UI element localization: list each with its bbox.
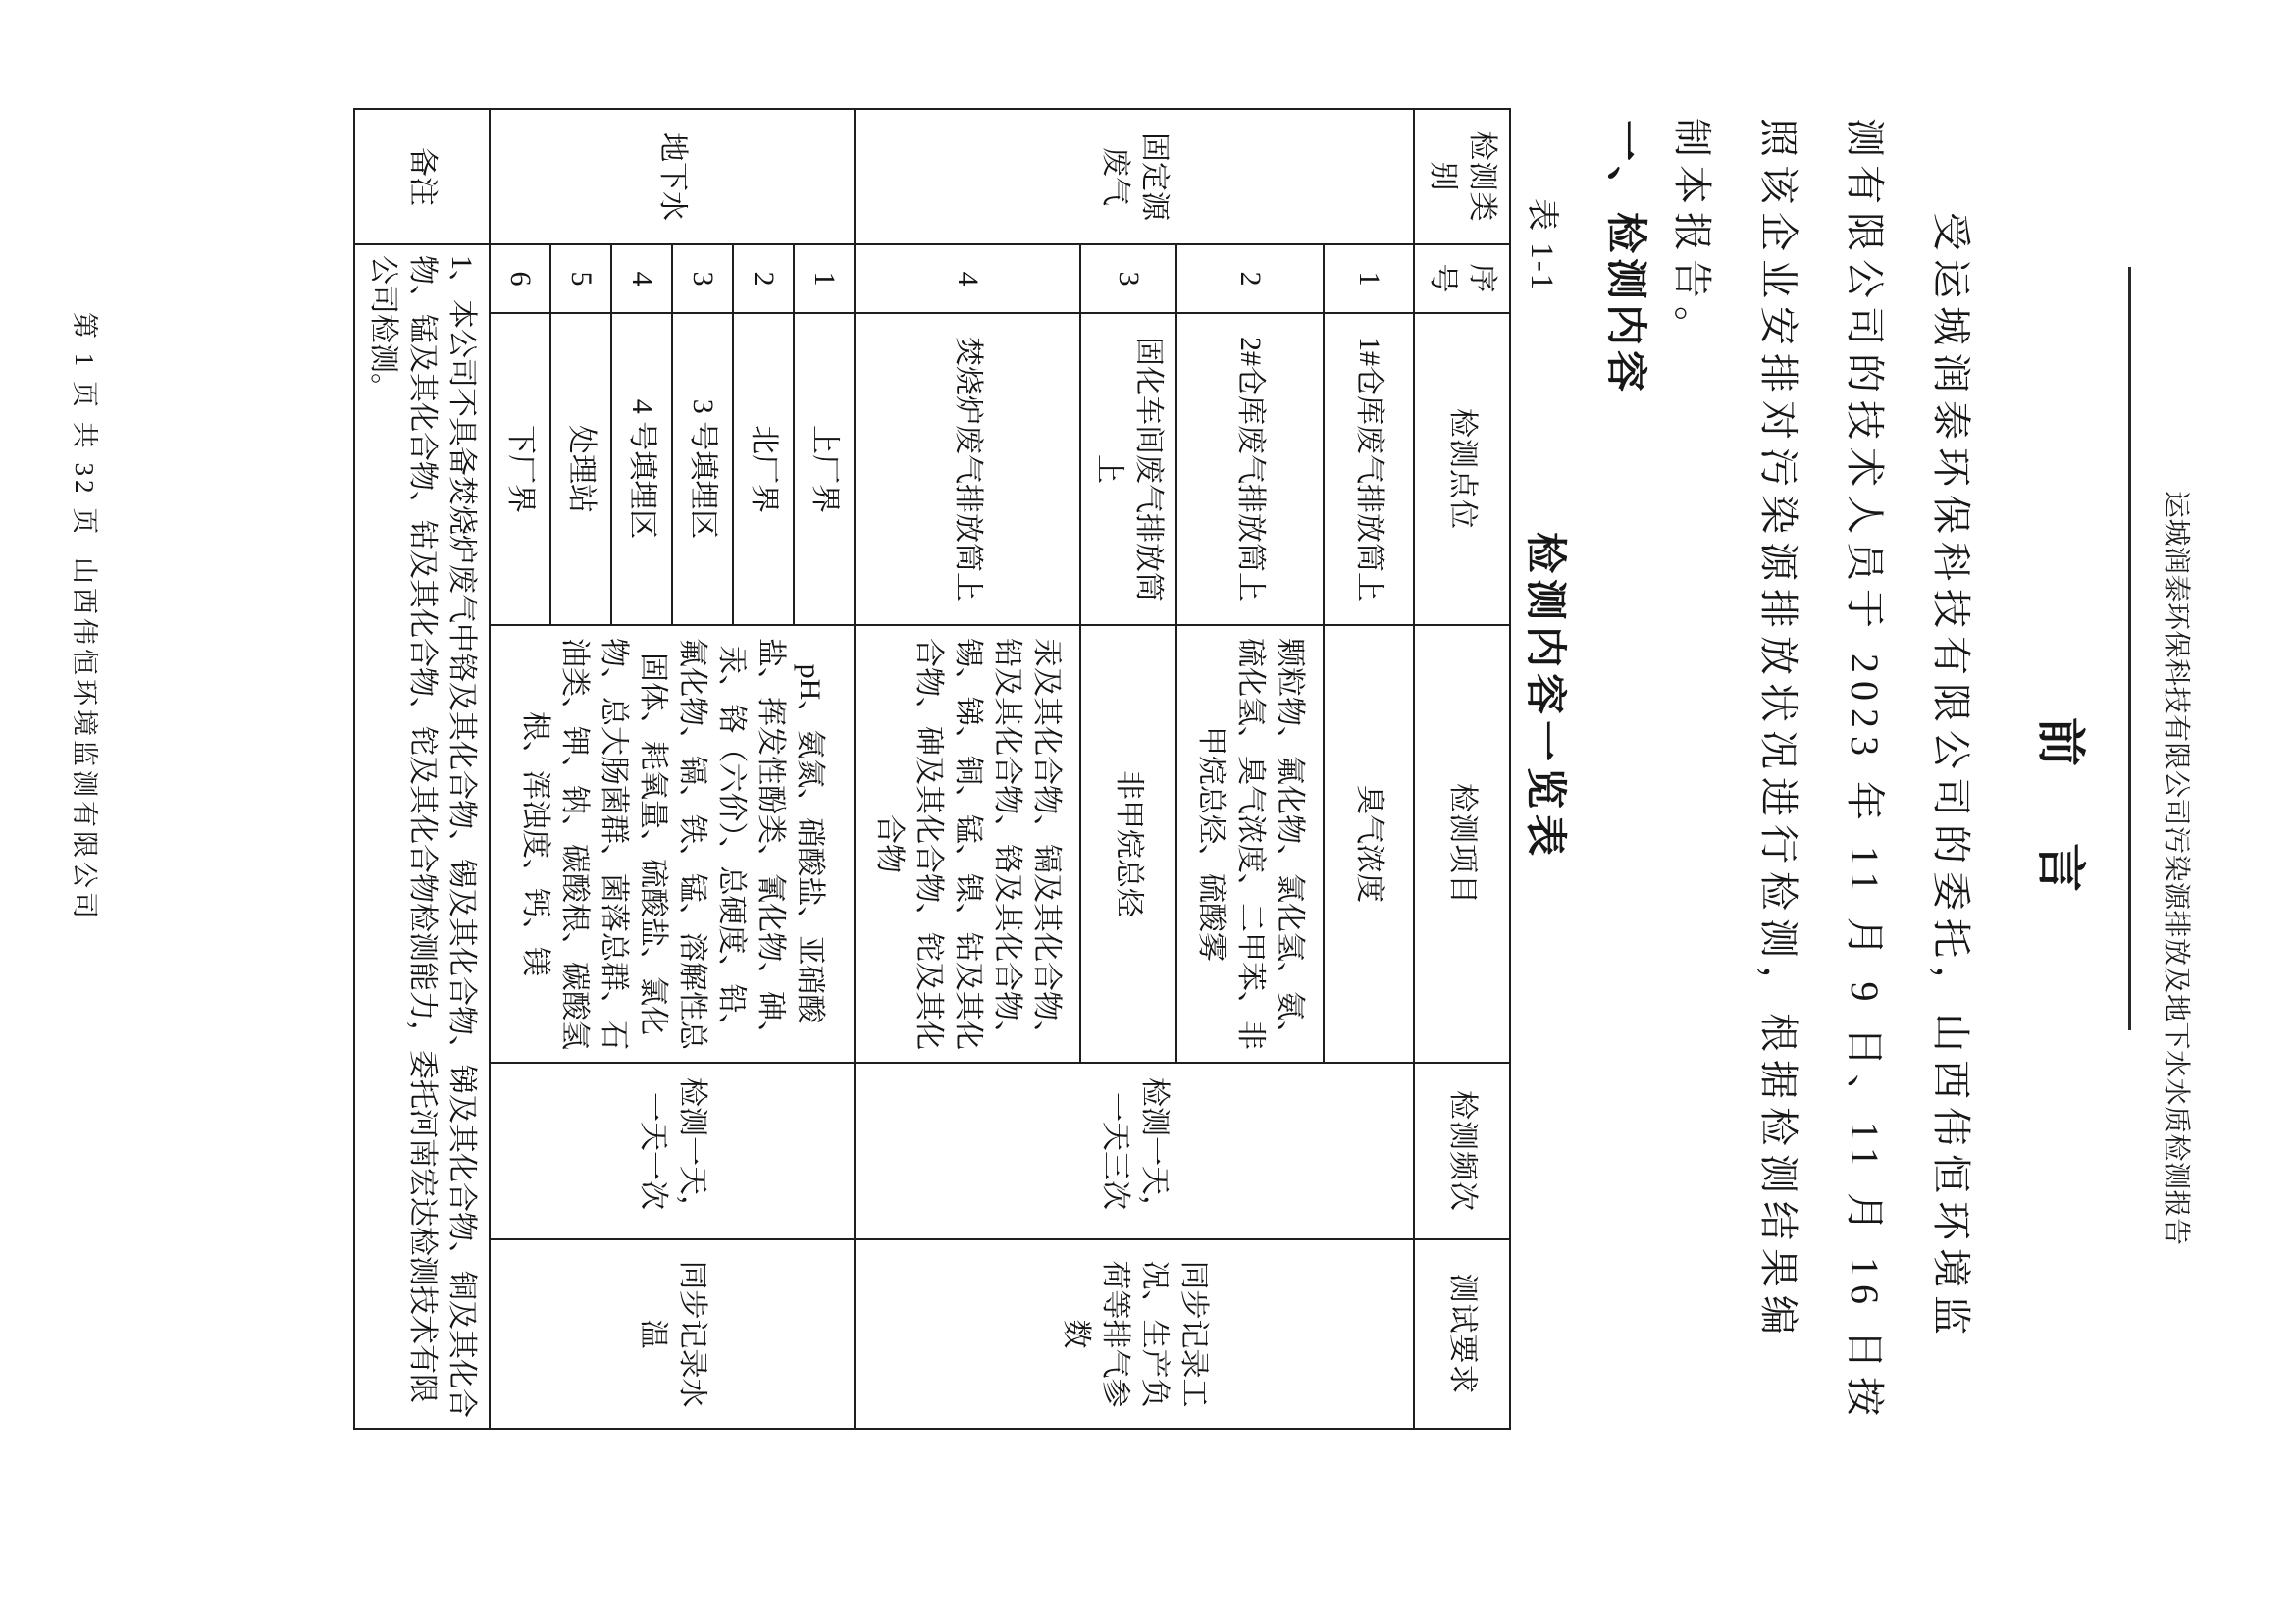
col-header-no: 序号 — [1414, 244, 1510, 313]
content-table — [353, 108, 1511, 1430]
preface-line: 受运城润泰环保科技有限公司的委托，山西伟恒环境监 — [1929, 212, 1973, 1342]
table-remark-row — [354, 109, 490, 1429]
cell-frequency-water: 检测一天，一天一次 — [490, 1063, 855, 1239]
col-header-category: 检测类别 — [1414, 109, 1510, 244]
cell-no: 4 — [611, 244, 672, 313]
col-header-frequency: 检测频次 — [1414, 1063, 1510, 1239]
preface-paragraph — [1648, 118, 1994, 1505]
cell-remark-text: 1、本公司不具备焚烧炉废气中铬及其化合物、锡及其化合物、锑及其化合物、铜及其化合物、锰及其化合物、钴及其化合物、铊及其化合物检测能力，委托河南宏达检测技术有限公司检测。 — [354, 244, 490, 1429]
col-header-items: 检测项目 — [1414, 625, 1510, 1063]
table-caption-number: 表 1-1 — [1524, 198, 1559, 292]
cell-items: 臭气浓度 — [1324, 625, 1414, 1063]
running-header: 运城润泰环保科技有限公司污染源排放及地下水水质检测报告 — [2161, 491, 2191, 1246]
cell-site: 3 号填埋区 — [672, 313, 733, 625]
cell-items-water: pH、氨氮、硝酸盐、亚硝酸盐、挥发性酚类、氰化物、砷、汞、铬（六价）、总硬度、铅、氟化物、镉、铁、锰、溶解性总固体、耗氧量、硫酸盐、氯化物、总大肠菌群、菌落总群、石油类、钾、钠、碳酸根、碳酸氢根、浑浊度、钙、镁 — [490, 625, 855, 1063]
cell-site: 下厂界 — [490, 313, 550, 625]
cell-remark-label: 备注 — [354, 109, 490, 244]
cell-site: 处理站 — [550, 313, 611, 625]
cell-site: 1#仓库废气排放筒上 — [1324, 313, 1414, 625]
cell-site: 4 号填埋区 — [611, 313, 672, 625]
cell-no: 4 — [855, 244, 1080, 313]
preface-line: 照该企业安排对污染源排放状况进行检测，根据检测结果编 — [1756, 118, 1800, 1342]
preface-line: 测有限公司的技术人员于 2023 年 11 月 9 日、11 月 16 日按 — [1843, 118, 1887, 1425]
cell-category-gas: 固定源废气 — [855, 109, 1414, 244]
cell-items: 汞及其化合物、镉及其化合物、铅及其化合物、铬及其化合物、锡、锑、铜、锰、镍、钴及其化合物、砷及其化合物、铊及其化合物 — [855, 625, 1080, 1063]
table-caption-title: 检测内容一览表 — [1522, 532, 1567, 863]
cell-no: 3 — [1080, 244, 1176, 313]
table-row — [794, 109, 855, 1429]
cell-no: 5 — [550, 244, 611, 313]
table-header-row — [1414, 109, 1510, 1429]
cell-no: 3 — [672, 244, 733, 313]
footer-page-number: 第 1 页 共 32 页 — [70, 312, 99, 539]
cell-no: 1 — [1324, 244, 1414, 313]
cell-site: 北厂界 — [733, 313, 794, 625]
cell-site: 上厂界 — [794, 313, 855, 625]
cell-frequency-gas: 检测一天，一天三次 — [855, 1063, 1414, 1239]
header-rule — [2128, 267, 2131, 1030]
preface-line: 制本报告。 — [1670, 118, 1714, 353]
cell-site: 固化车间废气排放筒上 — [1080, 313, 1176, 625]
cell-items: 颗粒物、氟化物、氯化氢、氨、硫化氢、臭气浓度、二甲苯、非甲烷总烃、硫酸雾 — [1176, 625, 1324, 1063]
table-row — [1324, 109, 1414, 1429]
col-header-requirement: 测试要求 — [1414, 1239, 1510, 1429]
cell-requirement-water: 同步记录水温 — [490, 1239, 855, 1429]
footer-company-name: 山西伟恒环境监测有限公司 — [70, 557, 99, 922]
cell-requirement-gas: 同步记录工况、生产负荷等排气参数 — [855, 1239, 1414, 1429]
cell-items: 非甲烷总烃 — [1080, 625, 1176, 1063]
col-header-site: 检测点位 — [1414, 313, 1510, 625]
cell-no: 1 — [794, 244, 855, 313]
page-title: 前 言 — [2033, 717, 2088, 906]
cell-site: 2#仓库废气排放筒上 — [1176, 313, 1324, 625]
cell-no: 2 — [733, 244, 794, 313]
cell-category-water: 地下水 — [490, 109, 855, 244]
table-caption — [1523, 118, 1578, 1505]
content-table-wrap — [353, 108, 1511, 1430]
cell-site: 焚烧炉废气排放筒上 — [855, 313, 1080, 625]
cell-no: 2 — [1176, 244, 1324, 313]
cell-no: 6 — [490, 244, 550, 313]
section-heading: 一、检测内容 — [1602, 120, 1647, 397]
